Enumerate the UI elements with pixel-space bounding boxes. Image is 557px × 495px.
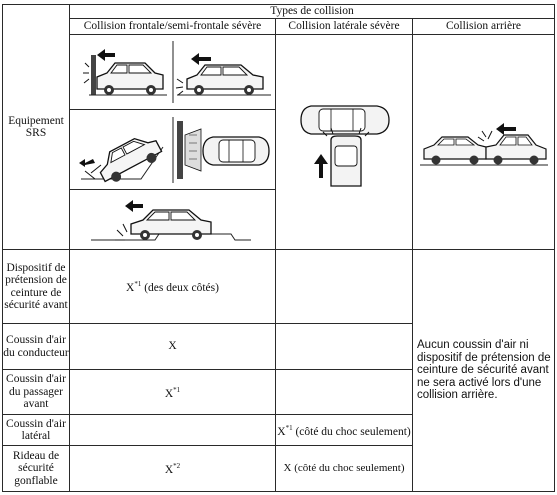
slope-collision-car-icon — [79, 130, 164, 187]
lateral-column-header: Collision latérale sévère — [276, 19, 413, 35]
passenger-airbag-lateral-cell — [276, 369, 413, 414]
collision-types-header: Types de collision — [70, 5, 555, 19]
slope-and-offset-collision-icon — [71, 113, 275, 187]
side-airbag-lateral-cell: $X^{*1}$ (côté du choc seulement) — [276, 415, 413, 446]
rear-collision-cars-icon — [416, 107, 552, 177]
passenger-airbag-frontal-cell: $X^{*1}$ — [70, 369, 276, 414]
frontal-column-header: Collision frontale/semi-frontale sévère — [70, 19, 276, 35]
rear-column-header: Collision arrière — [413, 19, 555, 35]
frontal-collision-car-icon — [83, 49, 167, 95]
driver-airbag-frontal-cell: X — [70, 324, 276, 369]
row-label-passenger-airbag: Coussin d'air du passager avant — [3, 369, 70, 414]
frontal-illustration-middle — [70, 110, 276, 190]
semi-frontal-collision-car-icon — [176, 53, 271, 95]
seatbelt-lateral-cell — [276, 250, 413, 324]
corner-cell — [3, 5, 70, 250]
row-label-seatbelt-pretensioner: Dispositif de prétension de ceinture de sécurité avant — [3, 250, 70, 324]
seatbelt-frontal-cell: $X^{*1}$ (des deux côtés) — [70, 250, 276, 324]
driver-airbag-lateral-cell — [276, 324, 413, 369]
curtain-airbag-lateral-cell: X (côté du choc seulement) — [276, 446, 413, 492]
lateral-illustration — [276, 34, 413, 249]
row-label-side-airbag: Coussin d'air latéral — [3, 415, 70, 446]
side-collision-top-view-icon — [289, 82, 399, 202]
row-label-driver-airbag: Coussin d'air du conducteur — [3, 324, 70, 369]
row-label-curtain-airbag: Rideau de sécurité gonflable — [3, 446, 70, 492]
equipment-srs-label: Equipement SRS — [8, 114, 64, 139]
frontal-illustration-top — [70, 34, 276, 109]
frontal-illustration-bottom — [70, 190, 276, 250]
curtain-airbag-frontal-cell: $X^{*2}$ — [70, 446, 276, 492]
ditch-collision-car-icon — [71, 192, 275, 248]
side-airbag-frontal-cell — [70, 415, 276, 446]
rear-illustration — [413, 34, 555, 249]
frontal-collision-pair-icon — [71, 37, 275, 107]
rear-collision-note: Aucun coussin d'air ni dispositif de prétension de ceinture de sécurité avant ne sera activé lors d'une collision arrière. — [413, 250, 555, 492]
srs-collision-table — [2, 4, 555, 492]
offset-collision-top-view-icon — [177, 121, 269, 179]
